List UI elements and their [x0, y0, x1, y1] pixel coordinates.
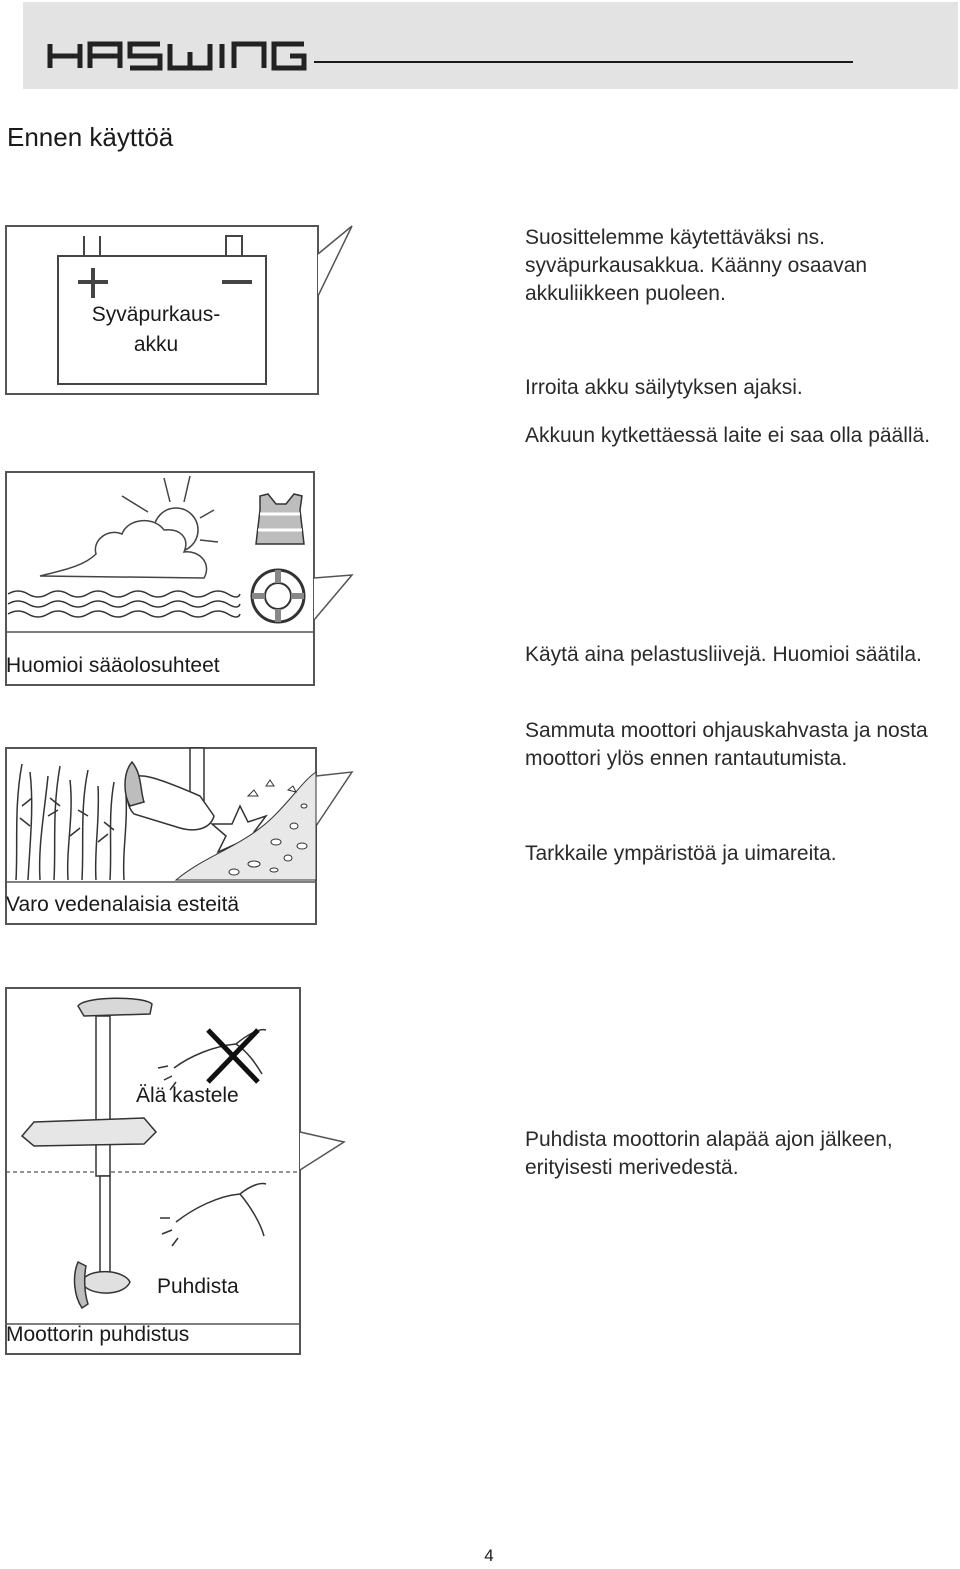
header-rule [314, 61, 853, 63]
page-title: Ennen käyttöä [7, 122, 174, 152]
weather-text-1: Käytä aina pelastusliivejä. Huomioi säätila. [525, 643, 922, 666]
life-ring-icon [252, 570, 304, 622]
battery-text-1: Suosittelemme käytettäväksi ns. syväpurkausakkua. Käänny osaavan akkuliikkeen puoleen. [525, 226, 868, 305]
weather-caption: Huomioi sääolosuhteet [6, 654, 220, 677]
weather-text-2: Sammuta moottori ohjauskahvasta ja nosta moottori ylös ennen rantautumista. [525, 719, 928, 770]
obstacles-caption: Varo vedenalaisia esteitä [6, 893, 240, 916]
battery-text-3: Akkuun kytkettäessä laite ei saa olla päällä. [525, 424, 931, 447]
clean-label: Puhdista [157, 1275, 239, 1298]
battery-text-2: Irroita akku säilytyksen ajaksi. [525, 376, 803, 399]
haswing-logo [46, 40, 308, 72]
page-number: 4 [484, 1546, 494, 1565]
battery-caption: Syväpurkaus-akku [91, 303, 221, 356]
cleaning-text-1: Puhdista moottorin alapää ajon jälkeen, erityisesti merivedestä. [525, 1128, 893, 1179]
cleaning-caption: Moottorin puhdistus [6, 1323, 190, 1346]
dont-wet-label: Älä kastele [136, 1084, 239, 1107]
obstacles-text-1: Tarkkaile ympäristöä ja uimareita. [525, 842, 837, 865]
cleaning-illustration [4, 986, 356, 1358]
